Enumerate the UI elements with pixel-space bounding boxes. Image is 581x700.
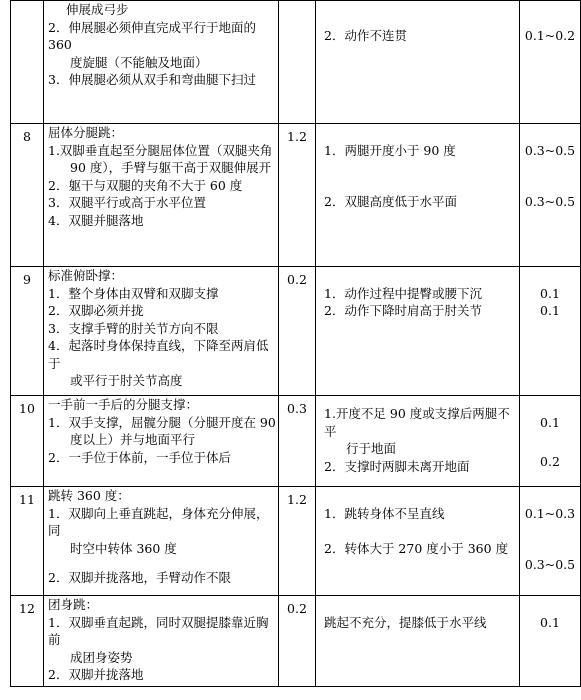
errors-cell: 1.开度不足 90 度或支撑后两腿不平 行于地面 2．支撑时两脚未离开地面 <box>316 396 520 487</box>
item-number: 8 <box>11 124 44 267</box>
deductions-cell: 0.1 0.2 <box>520 396 581 487</box>
item-number: 10 <box>11 396 44 487</box>
item-number: 12 <box>11 596 44 687</box>
score-cell: 0.2 <box>279 267 316 396</box>
errors-cell: 2．动作不连贯 <box>316 1 520 124</box>
requirements-cell: 伸展成弓步 2．伸展腿必须伸直完成平行于地面的 360 度旋腿（不能触及地面） 3．伸展腿必须从双手和弯曲腿下扫过 <box>44 1 279 124</box>
score-cell <box>279 1 316 124</box>
errors-cell: 1．两腿开度小于 90 度 2．双腿高度低于水平面 <box>316 124 520 267</box>
requirements-cell: 一手前一手后的分腿支撑： 1．双手支撑，屈髋分腿（分腿开度在 90 度以上）并与地面平行 2．一手位于体前，一手位于体后 <box>44 396 279 487</box>
requirements-cell: 跳转 360 度： 1．双脚向上垂直跳起，身体充分伸展，同 时空中转体 360 度 2．双脚并拢落地，手臂动作不限 <box>44 487 279 596</box>
score-cell: 0.2 <box>279 596 316 687</box>
scoring-table <box>10 0 581 687</box>
table-row <box>11 1 581 124</box>
item-number: 11 <box>11 487 44 596</box>
item-number <box>11 1 44 124</box>
item-number: 9 <box>11 267 44 396</box>
requirements-cell: 标准俯卧撑： 1．整个身体由双臂和双脚支撑 2．双脚必须并拢 3．支撑手臂的肘关节方向不限 4．起落时身体保持直线，下降至两肩低于 或平行于肘关节高度 <box>44 267 279 396</box>
table-row <box>11 267 581 396</box>
requirements-cell: 屈体分腿跳： 1.双脚垂直起至分腿屈体位置（双腿夹角 90 度），手臂与躯干高于双腿伸展开 2．躯干与双腿的夹角不大于 60 度 3．双腿平行或高于水平位置 4．双腿并腿落地 <box>44 124 279 267</box>
errors-cell: 跳起不充分，提膝低于水平线 <box>316 596 520 687</box>
deductions-cell: 0.1~0.3 0.3~0.5 <box>520 487 581 596</box>
score-cell: 1.2 <box>279 124 316 267</box>
errors-cell: 1．动作过程中提臀或腰下沉 2．动作下降时肩高于肘关节 <box>316 267 520 396</box>
requirements-cell: 团身跳： 1．双脚垂直起跳，同时双腿提膝靠近胸前 成团身姿势 2．双脚并拢落地 <box>44 596 279 687</box>
table-row <box>11 124 581 267</box>
deductions-cell: 0.1~0.2 <box>520 1 581 124</box>
table-row <box>11 487 581 596</box>
deductions-cell: 0.1 <box>520 596 581 687</box>
deductions-cell: 0.1 0.1 <box>520 267 581 396</box>
deductions-cell: 0.3~0.5 0.3~0.5 <box>520 124 581 267</box>
table-row <box>11 596 581 687</box>
table-row <box>11 396 581 487</box>
errors-cell: 1．跳转身体不呈直线 2．转体大于 270 度小于 360 度 <box>316 487 520 596</box>
score-cell: 1.2 <box>279 487 316 596</box>
score-cell: 0.3 <box>279 396 316 487</box>
